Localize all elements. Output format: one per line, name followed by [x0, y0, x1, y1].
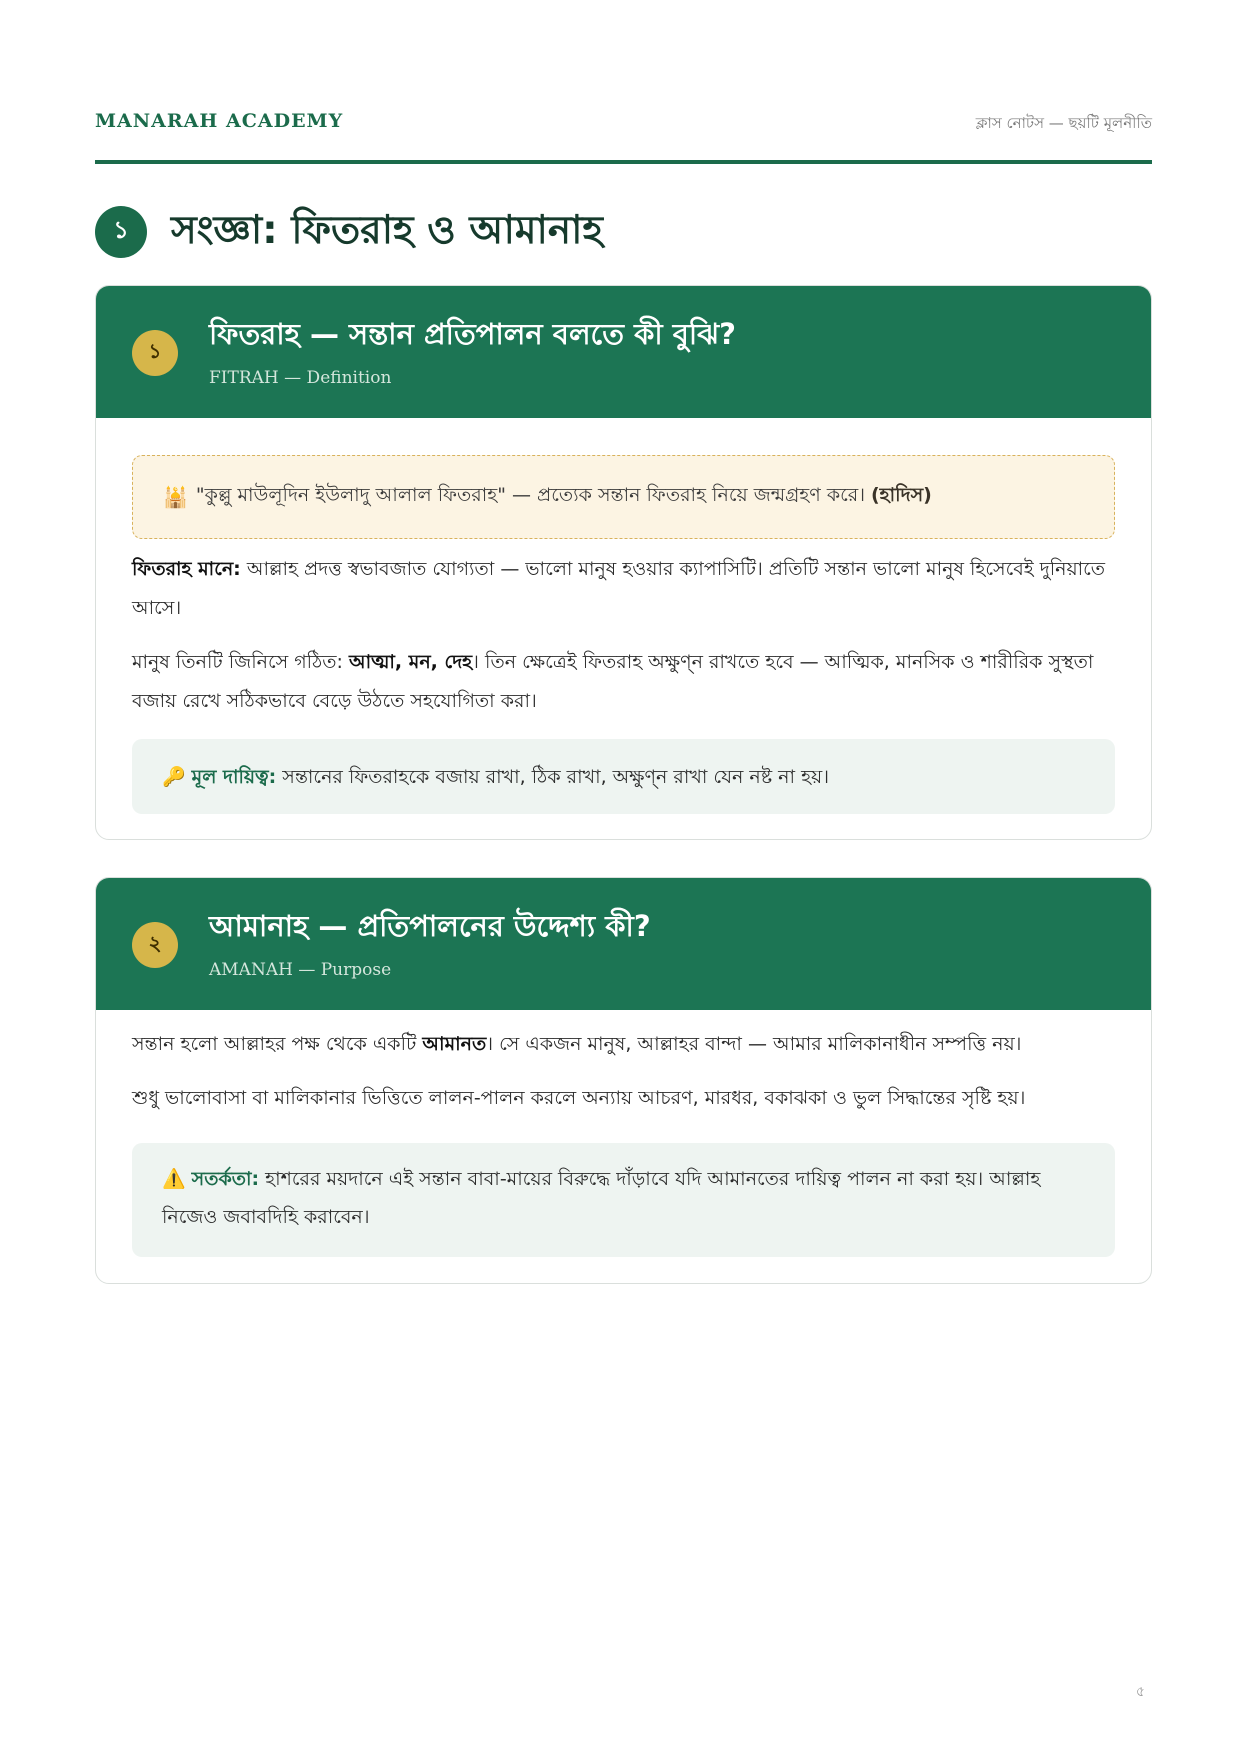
card-subtitle: FITRAH — Definition — [209, 368, 392, 388]
paragraph-text: । সে একজন মানুষ, আল্লাহর বান্দা — আমার মালিকানাধীন সম্পত্তি নয়। — [486, 1033, 1022, 1055]
quote-source: (হাদিস) — [871, 484, 932, 506]
card-number-badge: ২ — [132, 922, 178, 968]
hadith-quote-box — [132, 455, 1115, 539]
note-label: সতর্কতা: — [191, 1168, 260, 1190]
warning-icon: ⚠️ — [162, 1168, 186, 1190]
human-composition-paragraph — [132, 643, 1115, 721]
warning-note — [132, 1143, 1115, 1257]
paragraph-lead: ফিতরাহ মানে: — [132, 558, 241, 580]
paragraph-text: সন্তান হলো আল্লাহর পক্ষ থেকে একটি — [132, 1033, 423, 1055]
section-number-badge: ১ — [95, 206, 147, 258]
card-title: ফিতরাহ — সন্তান প্রতিপালন বলতে কী বুঝি? — [209, 317, 736, 351]
amanah-definition-paragraph — [132, 1025, 1115, 1064]
card-header — [96, 286, 1151, 418]
key-responsibility-note — [132, 739, 1115, 814]
love-ownership-paragraph — [132, 1079, 1115, 1118]
paragraph-text: । তিন ক্ষেত্রেই ফিতরাহ অক্ষুণ্ন রাখতে হবে — আত্মিক, মানসিক ও শারীরিক সুস্থতা বজায় রেখে সঠিকভাবে বেড়ে উঠতে সহযোগিতা করা। — [132, 651, 1094, 712]
card-number-badge: ১ — [132, 330, 178, 376]
paragraph-text: মানুষ তিনটি জিনিসে গঠিত: — [132, 651, 349, 673]
section-heading — [95, 205, 603, 259]
paragraph-bold: আত্মা, মন, দেহ — [348, 651, 473, 673]
note-text: সন্তানের ফিতরাহকে বজায় রাখা, ঠিক রাখা, অক্ষুণ্ন রাখা যেন নষ্ট না হয়। — [276, 765, 830, 788]
quote-text: "কুল্লু মাউলূদিন ইউলাদু আলাল ফিতরাহ" — প্রত্যেক সন্তান ফিতরাহ নিয়ে জন্মগ্রহণ করে। — [195, 484, 865, 506]
card-title: আমানাহ — প্রতিপালনের উদ্দেশ্য কী? — [209, 909, 651, 943]
fitrah-meaning-paragraph — [132, 550, 1115, 628]
key-icon: 🔑 — [162, 765, 186, 788]
paragraph-text: আল্লাহ প্রদত্ত স্বভাবজাত যোগ্যতা — ভালো মানুষ হওয়ার ক্যাপাসিটি। প্রতিটি সন্তান ভালো মানুষ হিসেবেই দুনিয়াতে আসে। — [132, 558, 1106, 619]
brand-name: MANARAH ACADEMY — [95, 110, 344, 132]
note-text: হাশরের ময়দানে এই সন্তান বাবা-মায়ের বিরুদ্ধে দাঁড়াবে যদি আমানতের দায়িত্ব পালন না করা হয়। আল্লাহ নিজেও জবাবদিহি করাবেন। — [162, 1168, 1041, 1228]
paragraph-bold: আমানত — [422, 1033, 487, 1055]
section-title: সংজ্ঞা: ফিতরাহ ও আমানাহ — [171, 207, 603, 253]
card-subtitle: AMANAH — Purpose — [209, 960, 392, 980]
page-header — [95, 110, 1152, 164]
mosque-icon: 🕌 — [163, 485, 188, 509]
card-header — [96, 878, 1151, 1010]
paragraph-text: শুধু ভালোবাসা বা মালিকানার ভিত্তিতে লালন-পালন করলে অন্যায় আচরণ, মারধর, বকাঝকা ও ভুল সিদ্ধান্তের সৃষ্টি হয়। — [132, 1087, 1026, 1109]
header-course-title: ক্লাস নোটস — ছয়টি মূলনীতি — [975, 114, 1152, 132]
amanah-card — [95, 877, 1152, 1284]
note-label: মূল দায়িত্ব: — [191, 765, 277, 788]
page-number: ৫ — [1135, 1684, 1145, 1700]
fitrah-card — [95, 285, 1152, 840]
